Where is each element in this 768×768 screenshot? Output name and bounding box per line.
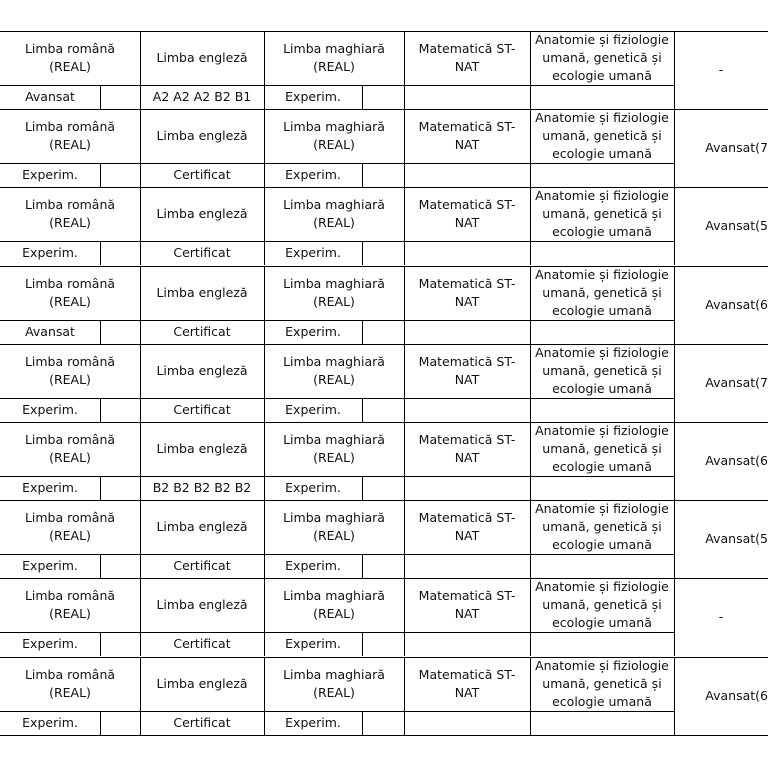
level-cell bbox=[100, 632, 140, 656]
subject-cell: Matematică ST- NAT bbox=[418, 432, 516, 465]
level-cell bbox=[404, 398, 530, 422]
column-divider bbox=[404, 85, 405, 109]
column-divider bbox=[674, 187, 675, 241]
level-cell: Experim. bbox=[22, 245, 78, 261]
column-divider bbox=[264, 500, 265, 554]
column-divider bbox=[530, 344, 531, 398]
level-cell bbox=[100, 241, 140, 265]
subject-cell: Limba maghiară (REAL) bbox=[283, 119, 385, 153]
subject-cell: Matematică ST- NAT bbox=[418, 197, 516, 231]
result-cell: Avansat(6 bbox=[705, 453, 768, 469]
column-divider bbox=[264, 578, 265, 632]
subject-cell: Limba maghiară (REAL) bbox=[283, 41, 385, 74]
column-divider bbox=[404, 476, 405, 500]
subject-cell: Matematică ST- NAT bbox=[418, 510, 516, 544]
subject-cell: Anatomie și fiziologie umană, genetică și ecologie umană bbox=[535, 110, 669, 162]
column-divider bbox=[140, 554, 141, 578]
column-divider bbox=[674, 711, 675, 735]
column-divider bbox=[362, 320, 363, 344]
level-cell bbox=[362, 711, 404, 735]
subject-cell: Anatomie și fiziologie umană, genetică și ecologie umană bbox=[535, 423, 669, 474]
column-divider bbox=[140, 163, 141, 187]
level-cell: Avansat bbox=[25, 323, 75, 339]
subject-cell: Matematică ST- NAT bbox=[418, 41, 516, 74]
column-divider bbox=[530, 578, 531, 632]
column-divider bbox=[404, 422, 405, 476]
column-divider bbox=[264, 422, 265, 476]
column-divider bbox=[530, 85, 531, 109]
column-divider bbox=[674, 554, 675, 578]
level-cell bbox=[530, 241, 674, 265]
column-divider bbox=[530, 554, 531, 578]
level-cell: Certificat bbox=[173, 323, 231, 339]
column-divider bbox=[404, 657, 405, 711]
level-cell bbox=[362, 398, 404, 422]
column-divider bbox=[404, 320, 405, 344]
column-divider bbox=[140, 31, 141, 85]
level-cell bbox=[100, 476, 140, 500]
level-cell bbox=[530, 163, 674, 187]
column-divider bbox=[264, 554, 265, 578]
column-divider bbox=[674, 476, 675, 500]
column-divider bbox=[530, 422, 531, 476]
level-cell: Experim. bbox=[22, 558, 78, 574]
column-divider bbox=[362, 632, 363, 656]
column-divider bbox=[674, 31, 675, 85]
level-cell bbox=[404, 711, 530, 735]
column-divider bbox=[362, 476, 363, 500]
column-divider bbox=[100, 398, 101, 422]
column-divider bbox=[674, 632, 675, 656]
level-cell: B2 B2 B2 B2 B2 bbox=[152, 480, 252, 495]
column-divider bbox=[100, 711, 101, 735]
column-divider bbox=[530, 632, 531, 656]
result-cell: Avansat(7 bbox=[705, 140, 768, 156]
column-divider bbox=[100, 554, 101, 578]
level-cell: Experim. bbox=[22, 401, 78, 417]
row-divider bbox=[0, 711, 674, 712]
column-divider bbox=[404, 711, 405, 735]
column-divider bbox=[530, 711, 531, 735]
level-cell: Certificat bbox=[173, 167, 231, 183]
subject-cell: Anatomie și fiziologie umană, genetică și ecologie umană bbox=[535, 501, 669, 553]
subject-cell: Matematică ST- NAT bbox=[418, 588, 516, 622]
result-cell: Avansat(6 bbox=[705, 687, 768, 703]
level-cell: Experim. bbox=[285, 558, 341, 574]
level-cell bbox=[362, 632, 404, 656]
level-cell bbox=[530, 398, 674, 422]
column-divider bbox=[100, 241, 101, 265]
level-cell: Experim. bbox=[285, 714, 341, 730]
column-divider bbox=[530, 109, 531, 163]
subject-cell: Limba română (REAL) bbox=[24, 588, 116, 622]
column-divider bbox=[674, 266, 675, 320]
level-cell bbox=[530, 85, 674, 109]
column-divider bbox=[140, 266, 141, 320]
column-divider bbox=[404, 398, 405, 422]
level-cell: Experim. bbox=[285, 401, 341, 417]
column-divider bbox=[140, 398, 141, 422]
table-bottom-border bbox=[0, 735, 768, 736]
level-cell bbox=[362, 476, 404, 500]
subject-cell: Limba maghiară (REAL) bbox=[283, 510, 385, 544]
column-divider bbox=[674, 163, 675, 187]
column-divider bbox=[362, 85, 363, 109]
level-cell bbox=[100, 554, 140, 578]
result-cell: - bbox=[718, 609, 724, 625]
column-divider bbox=[404, 500, 405, 554]
column-divider bbox=[264, 187, 265, 241]
level-cell bbox=[362, 554, 404, 578]
result-cell: Avansat(6 bbox=[705, 296, 768, 312]
subject-cell: Anatomie și fiziologie umană, genetică și ecologie umană bbox=[535, 32, 669, 83]
column-divider bbox=[674, 500, 675, 554]
level-cell: Experim. bbox=[285, 245, 341, 261]
subject-cell: Limba română (REAL) bbox=[24, 432, 116, 465]
subject-cell: Anatomie și fiziologie umană, genetică și ecologie umană bbox=[535, 266, 669, 318]
level-cell: Experim. bbox=[285, 89, 341, 104]
column-divider bbox=[530, 163, 531, 187]
column-divider bbox=[140, 109, 141, 163]
column-divider bbox=[404, 554, 405, 578]
level-cell bbox=[530, 476, 674, 500]
column-divider bbox=[140, 241, 141, 265]
column-divider bbox=[362, 711, 363, 735]
column-divider bbox=[264, 320, 265, 344]
level-cell bbox=[404, 632, 530, 656]
column-divider bbox=[362, 241, 363, 265]
level-cell bbox=[404, 163, 530, 187]
column-divider bbox=[674, 344, 675, 398]
result-cell: Avansat(7 bbox=[705, 374, 768, 390]
row-divider bbox=[0, 241, 674, 242]
subject-cell: Matematică ST- NAT bbox=[418, 353, 516, 387]
level-cell bbox=[530, 711, 674, 735]
level-cell bbox=[404, 554, 530, 578]
level-cell: Experim. bbox=[22, 636, 78, 652]
column-divider bbox=[404, 632, 405, 656]
column-divider bbox=[404, 344, 405, 398]
column-divider bbox=[264, 657, 265, 711]
column-divider bbox=[140, 320, 141, 344]
subject-cell: Limba engleză bbox=[156, 284, 248, 300]
column-divider bbox=[530, 320, 531, 344]
column-divider bbox=[362, 398, 363, 422]
column-divider bbox=[264, 344, 265, 398]
subject-cell: Limba maghiară (REAL) bbox=[283, 275, 385, 309]
level-cell bbox=[100, 711, 140, 735]
subject-cell: Limba română (REAL) bbox=[24, 666, 116, 700]
level-cell: Experim. bbox=[285, 167, 341, 183]
level-cell: Experim. bbox=[22, 167, 78, 183]
column-divider bbox=[100, 320, 101, 344]
column-divider bbox=[530, 476, 531, 500]
row-divider bbox=[0, 320, 674, 321]
column-divider bbox=[674, 578, 675, 632]
column-divider bbox=[264, 711, 265, 735]
subject-cell: Limba engleză bbox=[156, 362, 248, 378]
subject-cell: Matematică ST- NAT bbox=[418, 275, 516, 309]
column-divider bbox=[362, 554, 363, 578]
column-divider bbox=[404, 109, 405, 163]
subject-cell: Limba maghiară (REAL) bbox=[283, 353, 385, 387]
column-divider bbox=[674, 109, 675, 163]
subject-cell: Limba engleză bbox=[156, 675, 248, 691]
level-cell bbox=[100, 163, 140, 187]
level-cell: Certificat bbox=[173, 401, 231, 417]
column-divider bbox=[264, 31, 265, 85]
row-divider bbox=[0, 632, 674, 633]
subject-cell: Limba engleză bbox=[156, 441, 248, 456]
column-divider bbox=[264, 163, 265, 187]
subject-cell: Limba maghiară (REAL) bbox=[283, 666, 385, 700]
level-cell bbox=[404, 241, 530, 265]
level-cell: Certificat bbox=[173, 245, 231, 261]
level-cell: Experim. bbox=[285, 323, 341, 339]
column-divider bbox=[100, 85, 101, 109]
subject-cell: Limba maghiară (REAL) bbox=[283, 197, 385, 231]
level-cell: Certificat bbox=[173, 636, 231, 652]
result-cell: Avansat(5 bbox=[705, 531, 768, 547]
subject-cell: Anatomie și fiziologie umană, genetică și ecologie umană bbox=[535, 188, 669, 240]
level-cell: Experim. bbox=[285, 480, 341, 495]
column-divider bbox=[140, 632, 141, 656]
column-divider bbox=[264, 266, 265, 320]
level-cell: Experim. bbox=[22, 714, 78, 730]
subject-cell: Limba engleză bbox=[156, 128, 248, 144]
column-divider bbox=[530, 500, 531, 554]
level-cell bbox=[362, 85, 404, 109]
level-cell bbox=[362, 320, 404, 344]
level-cell bbox=[362, 163, 404, 187]
row-divider bbox=[0, 554, 674, 555]
subject-cell: Limba română (REAL) bbox=[24, 510, 116, 544]
column-divider bbox=[140, 500, 141, 554]
level-cell: A2 A2 A2 B2 B1 bbox=[152, 89, 252, 104]
level-cell bbox=[530, 632, 674, 656]
column-divider bbox=[404, 241, 405, 265]
column-divider bbox=[530, 241, 531, 265]
subject-cell: Limba română (REAL) bbox=[24, 353, 116, 387]
column-divider bbox=[404, 578, 405, 632]
row-divider bbox=[0, 85, 674, 86]
column-divider bbox=[530, 398, 531, 422]
column-divider bbox=[404, 187, 405, 241]
column-divider bbox=[100, 163, 101, 187]
column-divider bbox=[264, 109, 265, 163]
subject-cell: Limba română (REAL) bbox=[24, 197, 116, 231]
level-cell: Certificat bbox=[173, 714, 231, 730]
column-divider bbox=[140, 476, 141, 500]
column-divider bbox=[100, 632, 101, 656]
result-cell: - bbox=[718, 62, 724, 78]
column-divider bbox=[264, 476, 265, 500]
column-divider bbox=[100, 476, 101, 500]
level-cell bbox=[100, 85, 140, 109]
level-cell bbox=[404, 476, 530, 500]
subject-cell: Limba engleză bbox=[156, 519, 248, 535]
level-cell: Experim. bbox=[22, 480, 78, 495]
column-divider bbox=[140, 578, 141, 632]
level-cell bbox=[530, 320, 674, 344]
level-cell: Avansat bbox=[25, 89, 75, 104]
level-cell bbox=[362, 241, 404, 265]
subject-cell: Limba engleză bbox=[156, 50, 248, 65]
subject-cell: Limba maghiară (REAL) bbox=[283, 432, 385, 465]
subject-cell: Anatomie și fiziologie umană, genetică și ecologie umană bbox=[535, 579, 669, 631]
column-divider bbox=[404, 31, 405, 85]
level-cell: Certificat bbox=[173, 558, 231, 574]
subject-cell: Limba română (REAL) bbox=[24, 41, 116, 74]
column-divider bbox=[140, 187, 141, 241]
column-divider bbox=[264, 241, 265, 265]
column-divider bbox=[674, 422, 675, 476]
subject-cell: Anatomie și fiziologie umană, genetică și ecologie umană bbox=[535, 344, 669, 396]
column-divider bbox=[140, 422, 141, 476]
level-cell bbox=[530, 554, 674, 578]
level-cell bbox=[100, 320, 140, 344]
level-cell: Experim. bbox=[285, 636, 341, 652]
column-divider bbox=[674, 398, 675, 422]
column-divider bbox=[404, 266, 405, 320]
result-cell: Avansat(5 bbox=[705, 218, 768, 234]
column-divider bbox=[140, 85, 141, 109]
subject-cell: Limba maghiară (REAL) bbox=[283, 588, 385, 622]
column-divider bbox=[140, 711, 141, 735]
column-divider bbox=[530, 31, 531, 85]
subject-cell: Matematică ST- NAT bbox=[418, 119, 516, 153]
level-cell bbox=[404, 85, 530, 109]
subject-cell: Limba engleză bbox=[156, 597, 248, 613]
level-cell bbox=[404, 320, 530, 344]
level-cell bbox=[100, 398, 140, 422]
column-divider bbox=[674, 85, 675, 109]
row-divider bbox=[0, 476, 674, 477]
column-divider bbox=[264, 398, 265, 422]
column-divider bbox=[674, 241, 675, 265]
column-divider bbox=[404, 163, 405, 187]
subject-cell: Limba română (REAL) bbox=[24, 119, 116, 153]
column-divider bbox=[530, 266, 531, 320]
column-divider bbox=[674, 320, 675, 344]
row-divider bbox=[0, 163, 674, 164]
subject-cell: Anatomie și fiziologie umană, genetică și ecologie umană bbox=[535, 657, 669, 709]
column-divider bbox=[264, 85, 265, 109]
column-divider bbox=[140, 344, 141, 398]
subject-cell: Matematică ST- NAT bbox=[418, 666, 516, 700]
column-divider bbox=[674, 657, 675, 711]
column-divider bbox=[140, 657, 141, 711]
subject-cell: Limba engleză bbox=[156, 206, 248, 222]
row-divider bbox=[0, 398, 674, 399]
column-divider bbox=[362, 163, 363, 187]
column-divider bbox=[530, 187, 531, 241]
column-divider bbox=[264, 632, 265, 656]
subject-cell: Limba română (REAL) bbox=[24, 275, 116, 309]
column-divider bbox=[530, 657, 531, 711]
